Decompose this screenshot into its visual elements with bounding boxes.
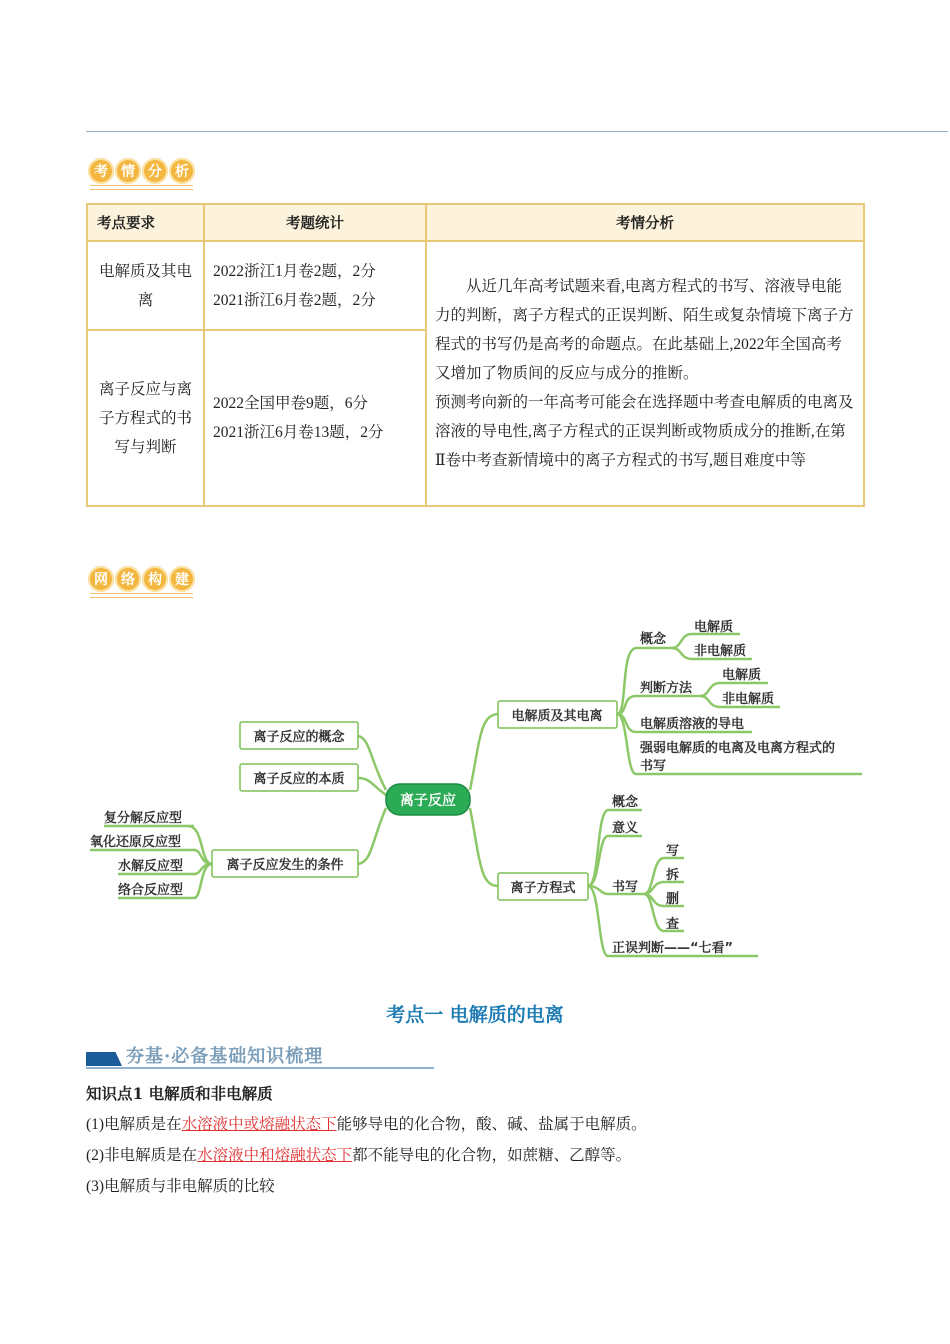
requirement-cell: 电解质及其电离 (87, 241, 204, 330)
leaf-label: 络合反应型 (118, 883, 184, 898)
leaf-label: 电解质溶液的导电 (640, 717, 745, 732)
text: 能够导电的化合物，酸、碱、盐属于电解质。 (336, 1116, 647, 1133)
knowledge-line (86, 1143, 631, 1165)
stat-line: 2021浙江6月卷2题，2分 (213, 291, 376, 309)
text: (2)非电解质是在 (86, 1147, 198, 1164)
badge-char: 考 (88, 158, 114, 184)
leaf-label: 书写 (640, 759, 667, 774)
node-label: 离子方程式 (510, 881, 576, 896)
node-label: 离子反应的本质 (253, 772, 345, 787)
leaf-label: 判断方法 (640, 681, 693, 696)
badge-char: 络 (115, 566, 141, 592)
mind-map (0, 600, 950, 980)
node-label: 离子反应发生的条件 (226, 858, 344, 873)
leaf-label: 书写 (612, 880, 639, 895)
badge-char: 情 (115, 158, 141, 184)
requirement-cell: 离子反应与离子方程式的书写与判断 (87, 330, 204, 506)
leaf-label: 复分解反应型 (104, 811, 183, 826)
node-label: 离子反应的概念 (253, 730, 345, 745)
leaf-label: 非电解质 (722, 692, 775, 707)
badge-char: 建 (169, 566, 195, 592)
leaf-label: 水解反应型 (118, 859, 184, 874)
network-badge (88, 566, 195, 592)
analysis-paragraph: 从近几年高考试题来看,电离方程式的书写、溶液导电能力的判断，离子方程式的正误判断、陌生或复杂情境下离子方程式的书写仍是高考的命题点。在此基础上,2022年全国高考又增加了物质间的反应与成分的推断。 (435, 278, 854, 382)
header-rule (86, 131, 948, 132)
leaf-label: 氧化还原反应型 (90, 835, 182, 850)
exam-analysis-badge (88, 158, 195, 184)
header-statistics: 考题统计 (204, 204, 426, 241)
knowledge-bar (86, 1042, 434, 1069)
stat-line: 2021浙江6月卷13题，2分 (213, 424, 384, 441)
statistics-cell (204, 241, 426, 330)
leaf-label: 意义 (612, 821, 639, 836)
knowledge-line (86, 1112, 647, 1134)
leaf-label: 电解质 (722, 668, 762, 683)
node-label: 电解质及其电离 (511, 709, 603, 724)
analysis-paragraph: 预测考向新的一年高考可能会在选择题中考查电解质的电离及溶液的导电性,离子方程式的正误判断或物质成分的推断,在第Ⅱ卷中考查新情境中的离子方程式的书写,题目难度中等 (435, 394, 854, 469)
knowledge-line: (3)电解质与非电解质的比较 (86, 1178, 275, 1195)
section-title: 考点一 电解质的电离 (386, 1004, 564, 1026)
bar-block (86, 1052, 122, 1066)
leaf-label: 删 (666, 892, 680, 907)
text: (1)电解质是在 (86, 1116, 182, 1133)
center-node-label: 离子反应 (400, 793, 456, 809)
stat-line: 2022浙江1月卷2题，2分 (213, 262, 376, 280)
highlighted-answer: 水溶液中和熔融状态下 (197, 1147, 353, 1164)
badge-char: 分 (142, 158, 168, 184)
knowledge-bar-label: 夯基·必备基础知识梳理 (126, 1046, 324, 1067)
stat-line: 2022全国甲卷9题，6分 (213, 395, 369, 412)
knowledge-title: 知识点1 电解质和非电解质 (86, 1084, 273, 1103)
leaf-label: 非电解质 (694, 644, 747, 659)
bar-underline (86, 1067, 434, 1069)
badge-char: 析 (169, 158, 195, 184)
leaf-label: 概念 (640, 632, 667, 647)
header-requirement: 考点要求 (87, 204, 204, 241)
leaf-label: 拆 (666, 868, 680, 883)
exam-analysis-table (86, 203, 865, 507)
badge-char: 构 (142, 566, 168, 592)
leaf-label: 电解质 (694, 620, 734, 635)
badge-char: 网 (88, 566, 114, 592)
leaf-label: 写 (666, 844, 680, 859)
leaf-label: 正误判断——“七看” (612, 941, 734, 956)
leaf-label: 概念 (612, 795, 639, 810)
highlighted-answer: 水溶液中或熔融状态下 (181, 1116, 337, 1133)
text: 都不能导电的化合物，如蔗糖、乙醇等。 (352, 1147, 632, 1164)
header-analysis: 考情分析 (426, 204, 864, 241)
statistics-cell (204, 330, 426, 506)
leaf-label: 强弱电解质的电离及电离方程式的 (640, 741, 836, 756)
leaf-label: 查 (666, 917, 680, 932)
analysis-cell (426, 241, 864, 506)
